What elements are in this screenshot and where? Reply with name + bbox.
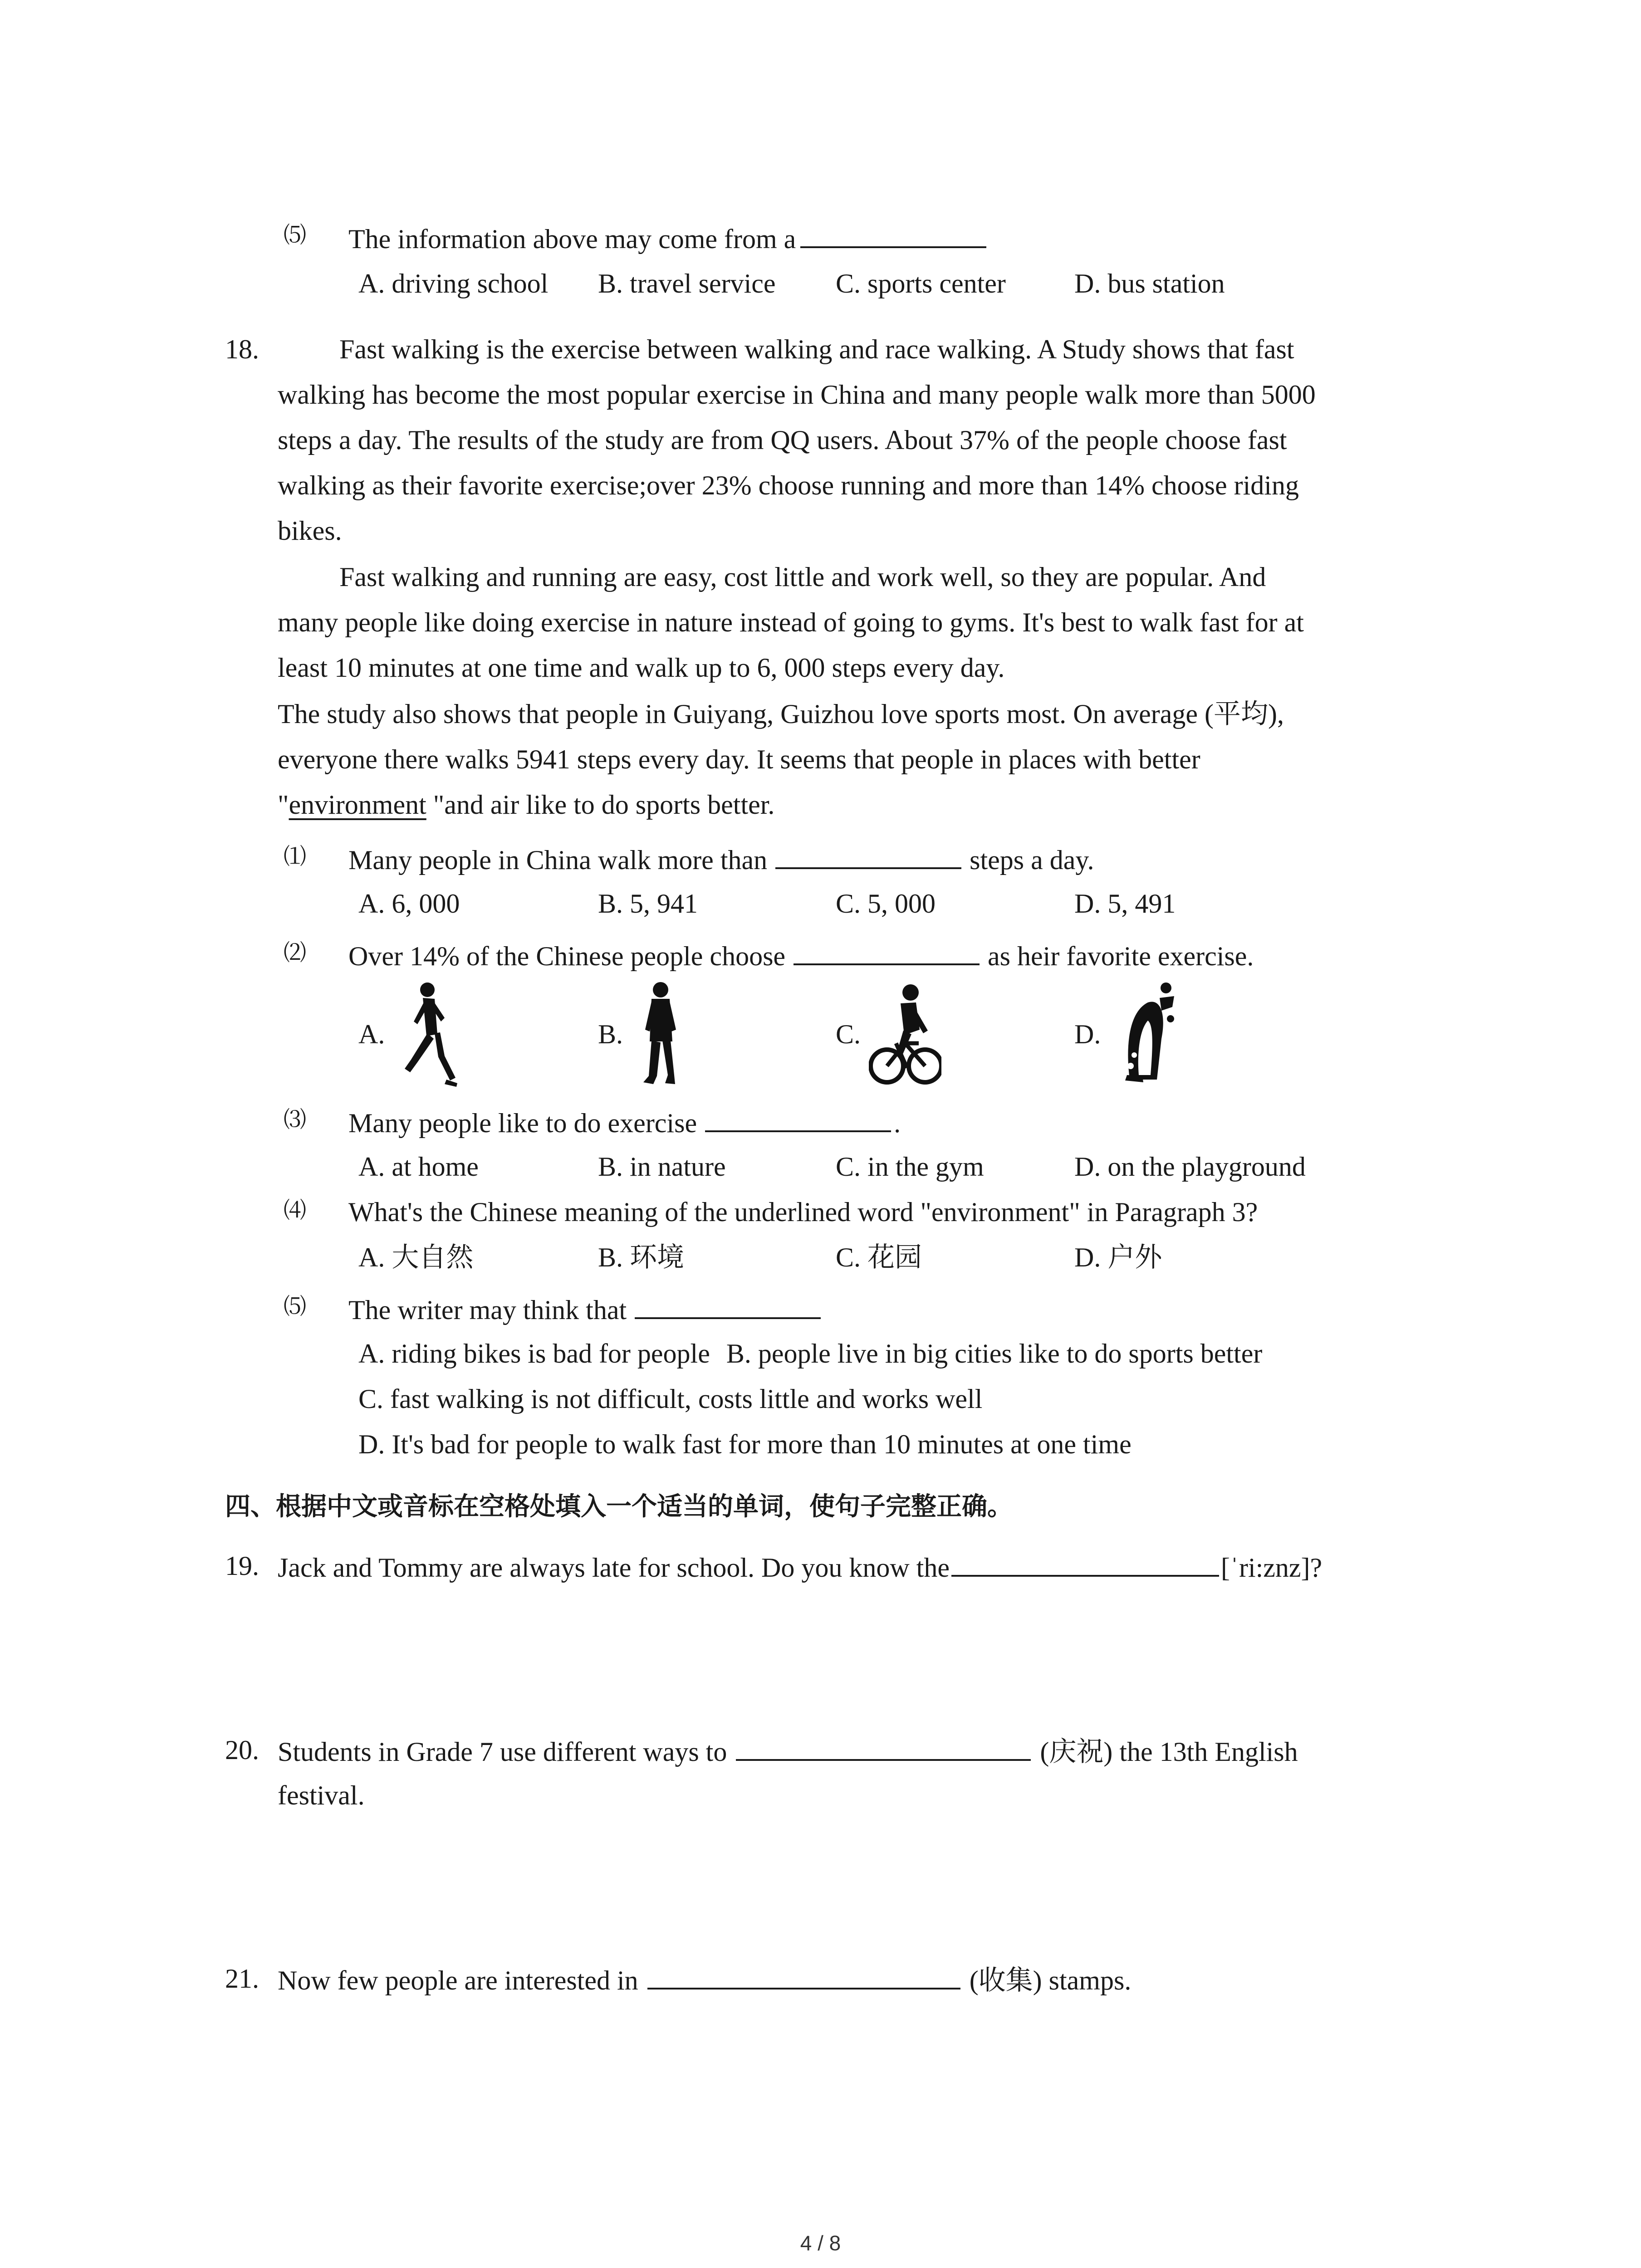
option-c[interactable]: C. 5, 000: [836, 889, 936, 919]
question-number: 21.: [225, 1964, 259, 1994]
option-row: [358, 1335, 1262, 1372]
stem-text: Many people like to do exercise: [348, 1108, 697, 1138]
stem-text: The information above may come from a: [348, 224, 796, 254]
option-a[interactable]: A. riding bikes is bad for people: [358, 1339, 710, 1369]
stem-text: steps a day.: [970, 845, 1094, 875]
option-a[interactable]: A. at home: [358, 1152, 479, 1182]
option-b[interactable]: B.: [598, 1019, 623, 1049]
stem-text: (收集) stamps.: [969, 1965, 1132, 1995]
option-c[interactable]: C. sports center: [836, 269, 1006, 298]
option-d[interactable]: D. It's bad for people to walk fast for more than 10 minutes at one time: [358, 1429, 1132, 1459]
section-heading: 四、根据中文或音标在空格处填入一个适当的单词，使句子完整正确。: [225, 1492, 1013, 1521]
option-c[interactable]: C.: [836, 1019, 861, 1049]
option-b[interactable]: B. travel service: [598, 269, 776, 298]
question-stem: [278, 1732, 1298, 1770]
question-number: ⑸: [284, 1294, 306, 1319]
stem-text: Over 14% of the Chinese people choose: [348, 941, 786, 971]
question-number: 18.: [225, 334, 259, 364]
option-d[interactable]: D. bus station: [1074, 269, 1225, 298]
walker-picture[interactable]: [635, 980, 685, 1089]
option-b[interactable]: B. people live in big cities like to do sports better: [726, 1339, 1263, 1369]
passage-line: Fast walking and running are easy, cost little and work well, so they are popular. And: [339, 562, 1266, 592]
passage-line: many people like doing exercise in nature instead of going to gyms. It's best to walk fast for at: [278, 607, 1304, 637]
answer-blank[interactable]: [951, 1548, 1219, 1577]
stem-text: as heir favorite exercise.: [988, 941, 1254, 971]
answer-blank[interactable]: [635, 1290, 821, 1319]
question-stem: [348, 1103, 901, 1141]
passage-line: [278, 787, 774, 823]
question-stem: festival.: [278, 1780, 365, 1810]
question-number: 19.: [225, 1551, 259, 1581]
passage-line: walking as their favorite exercise;over 23% choose running and more than 14% choose riding: [278, 470, 1299, 500]
stem-text: .: [894, 1108, 901, 1138]
stem-text: [ˈri:znz]?: [1221, 1553, 1323, 1583]
answer-blank[interactable]: [647, 1960, 960, 1989]
option-a[interactable]: A. 大自然: [358, 1242, 474, 1272]
quote-mark: ": [278, 790, 289, 820]
question-stem: [278, 1960, 1131, 1999]
swimmer-picture[interactable]: [1116, 975, 1180, 1084]
answer-blank[interactable]: [800, 219, 986, 248]
question-stem: [348, 840, 1094, 878]
option-c[interactable]: C. fast walking is not difficult, costs little and works well: [358, 1384, 983, 1414]
answer-blank[interactable]: [794, 936, 980, 965]
stem-text: (庆祝) the 13th English: [1040, 1737, 1298, 1767]
answer-blank[interactable]: [775, 840, 961, 869]
option-b[interactable]: B. 5, 941: [598, 889, 698, 919]
passage-line: walking has become the most popular exercise in China and many people walk more than 5000: [278, 380, 1316, 410]
passage-line: bikes.: [278, 516, 342, 546]
stem-text: Now few people are interested in: [278, 1965, 638, 1995]
question-number: ⑸: [284, 222, 306, 248]
answer-blank[interactable]: [705, 1103, 891, 1132]
question-stem: [348, 936, 1254, 974]
passage-text: "and air like to do sports better.: [426, 790, 775, 820]
option-a[interactable]: A. driving school: [358, 269, 549, 298]
underlined-word: environment: [289, 790, 426, 820]
stem-text: The writer may think that: [348, 1295, 627, 1325]
passage-line: The study also shows that people in Guiyang, Guizhou love sports most. On average (平均),: [278, 699, 1284, 729]
runner-picture[interactable]: [399, 980, 458, 1089]
option-b[interactable]: B. 环境: [598, 1242, 685, 1272]
question-stem: What's the Chinese meaning of the underlined word "environment" in Paragraph 3?: [348, 1197, 1258, 1227]
option-c[interactable]: C. 花园: [836, 1242, 922, 1272]
answer-blank[interactable]: [736, 1732, 1031, 1761]
question-number: ⑵: [284, 940, 306, 965]
stem-text: Jack and Tommy are always late for school. Do you know the: [278, 1553, 950, 1583]
option-c[interactable]: C. in the gym: [836, 1152, 984, 1182]
passage-line: least 10 minutes at one time and walk up to 6, 000 steps every day.: [278, 653, 1005, 683]
question-stem: [348, 219, 991, 257]
passage-line: steps a day. The results of the study are from QQ users. About 37% of the people choose fast: [278, 425, 1287, 455]
option-a[interactable]: A. 6, 000: [358, 889, 460, 919]
page-number: 4 / 8: [800, 2231, 841, 2255]
passage-line: everyone there walks 5941 steps every day. It seems that people in places with better: [278, 744, 1200, 774]
question-stem: [278, 1548, 1322, 1586]
stem-text: Students in Grade 7 use different ways to: [278, 1737, 727, 1767]
question-number: ⑴: [284, 844, 306, 869]
cyclist-picture[interactable]: [869, 980, 941, 1089]
option-d[interactable]: D. 户外: [1074, 1242, 1162, 1272]
question-number: 20.: [225, 1735, 259, 1765]
question-number: ⑶: [284, 1107, 306, 1132]
option-d[interactable]: D. on the playground: [1074, 1152, 1306, 1182]
question-stem: [348, 1290, 829, 1328]
option-a[interactable]: A.: [358, 1019, 385, 1049]
stem-text: Many people in China walk more than: [348, 845, 768, 875]
option-d[interactable]: D.: [1074, 1019, 1101, 1049]
question-number: ⑷: [284, 1198, 306, 1223]
option-b[interactable]: B. in nature: [598, 1152, 726, 1182]
passage-line: Fast walking is the exercise between walking and race walking. A Study shows that fast: [339, 334, 1294, 364]
option-d[interactable]: D. 5, 491: [1074, 889, 1176, 919]
